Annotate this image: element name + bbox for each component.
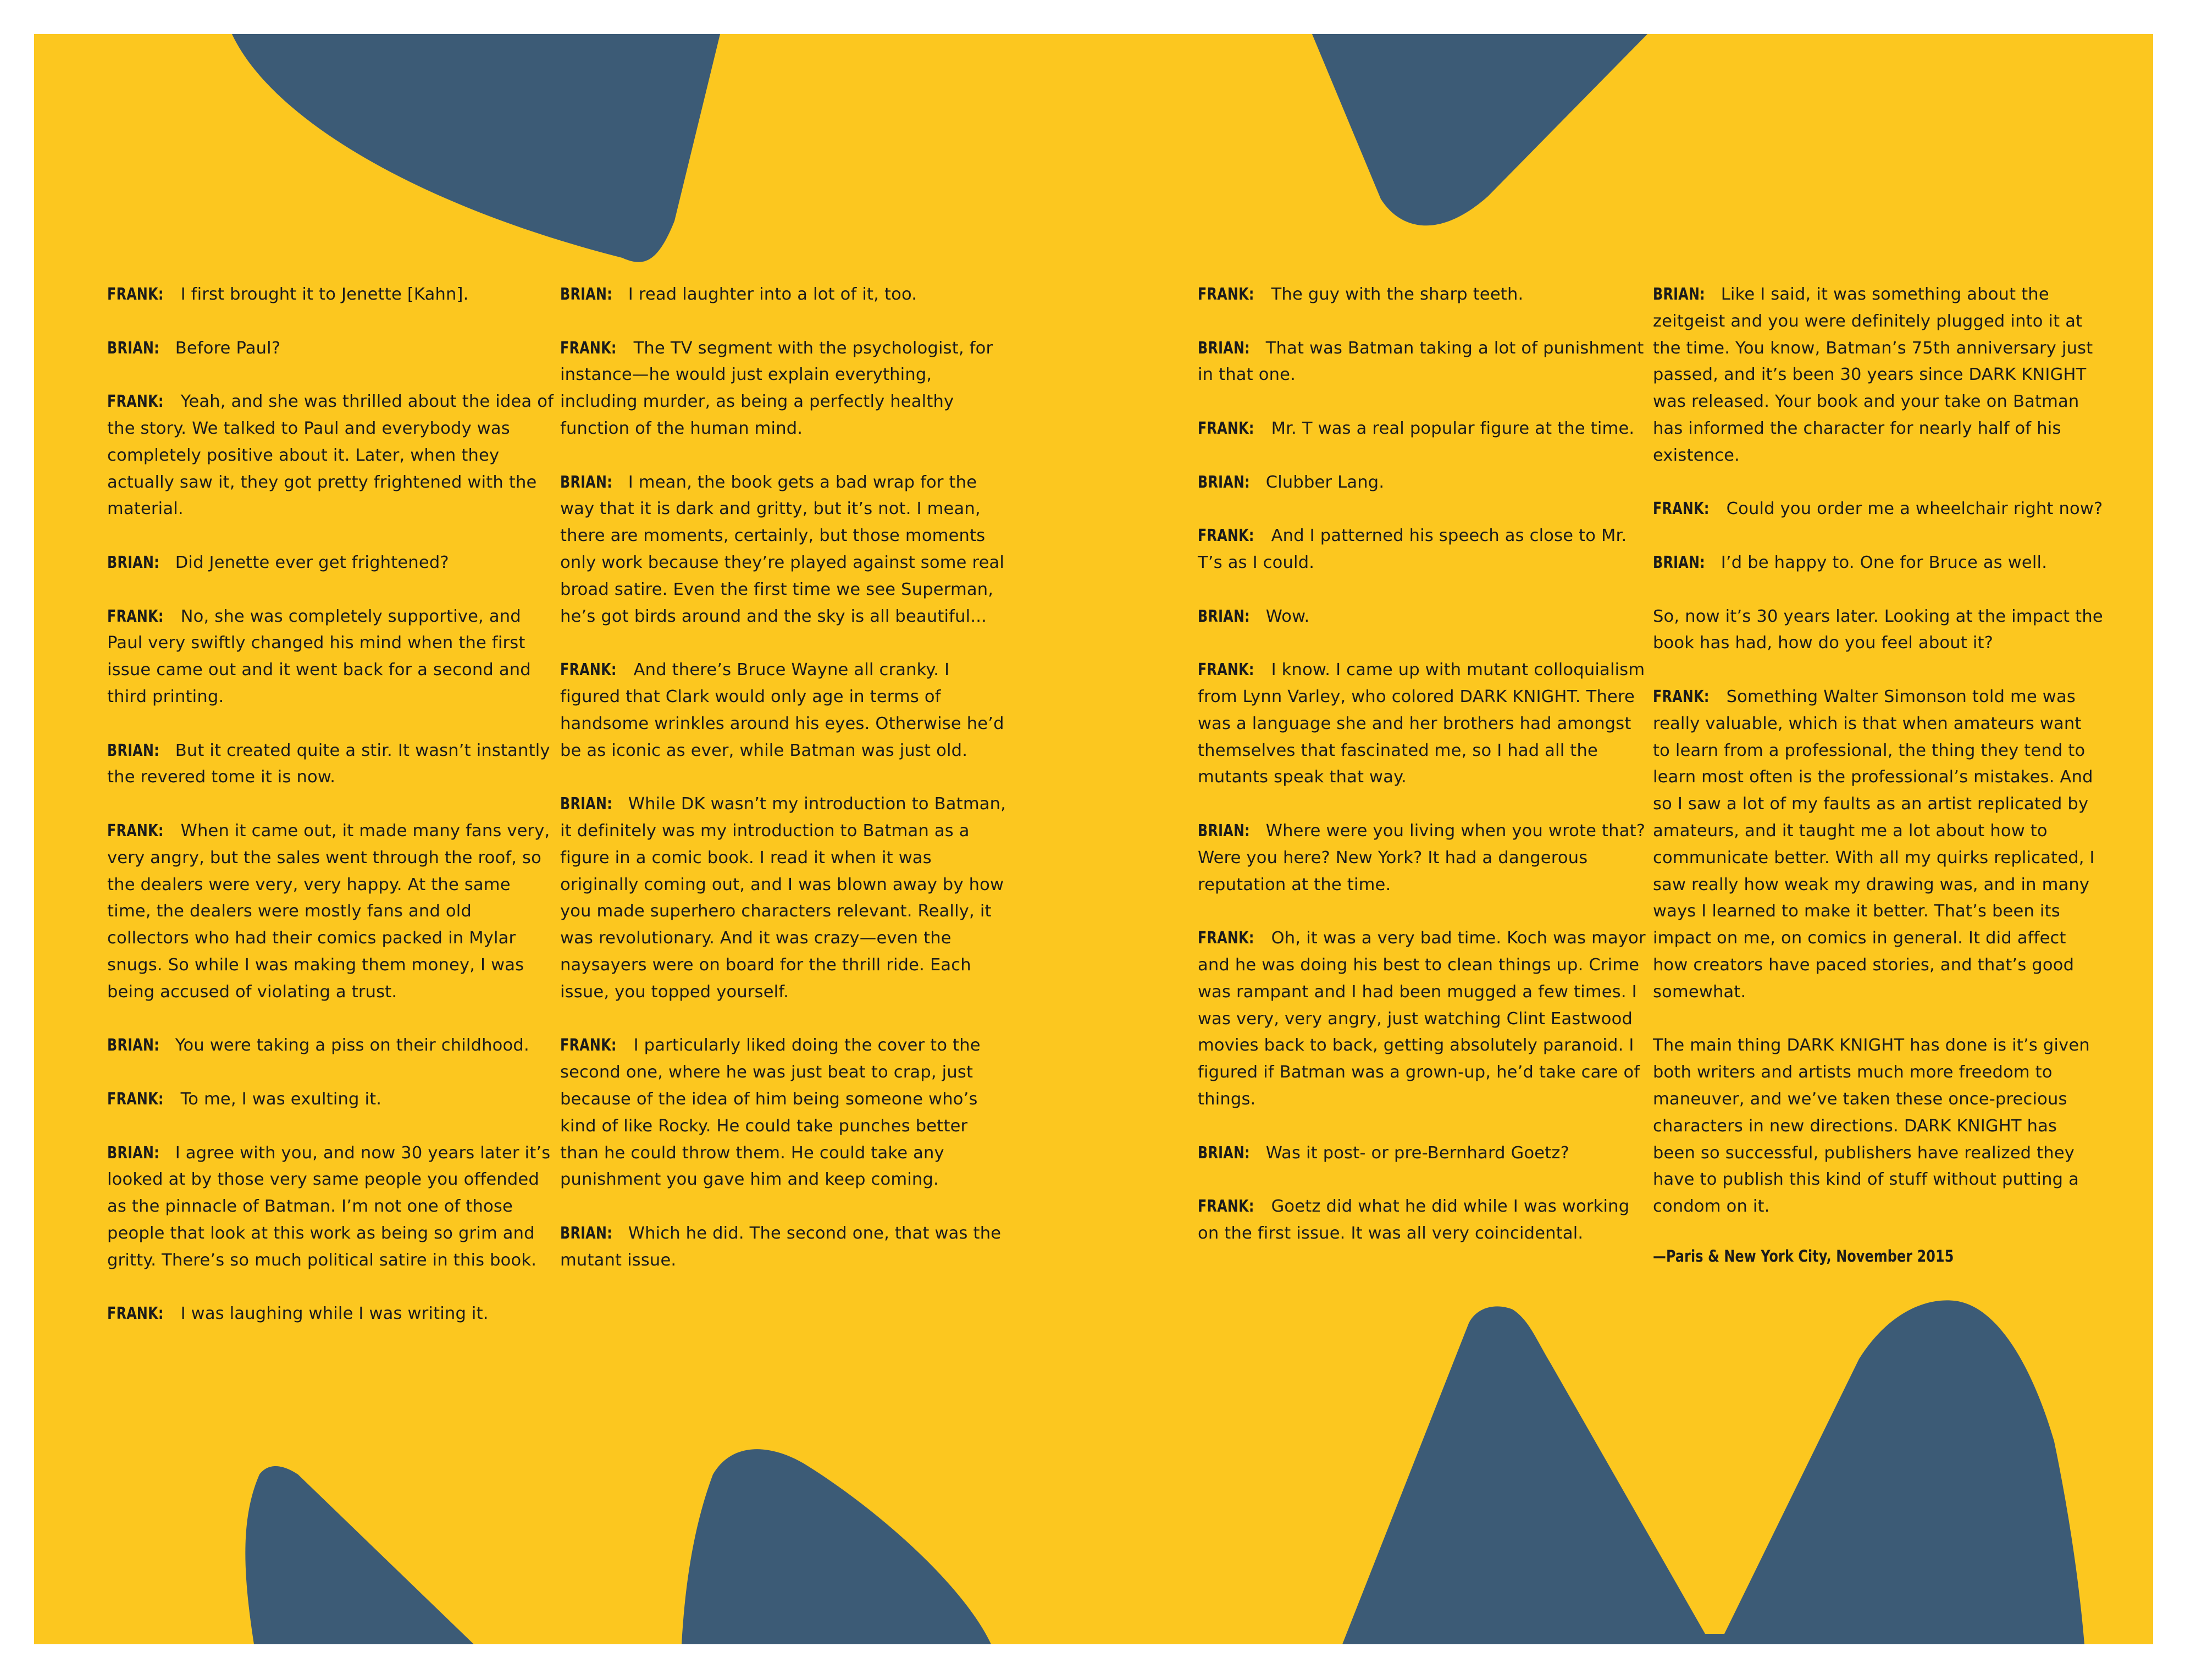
dialogue-paragraph [107,604,558,711]
dialogue-paragraph [107,389,558,523]
dialogue-paragraph [1198,657,1649,791]
dialogue-text: The TV segment with the psychologist, for instance—he would just explain everything, including murder, as being a perfectly healthy function of the human mind. [560,338,993,438]
dialogue-text: I know. I came up with mutant colloquialism from Lynn Varley, who colored DARK KNIGHT. There was a language she and her brothers had amongst themselves that fascinated me, so I had all the mutants speak that way. [1198,660,1645,787]
dialogue-paragraph [1653,1032,2104,1220]
speaker-label: BRIAN: [560,472,613,492]
speaker-label: BRIAN: [107,740,160,760]
dialogue-text: Did Jenette ever get frightened? [175,552,449,572]
speaker-label: FRANK: [1198,526,1254,546]
dialogue-text: I’d be happy to. One for Bruce as well. [1721,552,2048,572]
dialogue-text: Mr. T was a real popular figure at the time. [1271,418,1635,438]
dialogue-text: To me, I was exulting it. [180,1089,382,1109]
dialogue-paragraph [1198,335,1649,389]
speaker-label: BRIAN: [107,1143,160,1163]
dialogue-paragraph [107,550,558,577]
dialogue-text: Oh, it was a very bad time. Koch was mayor and he was doing his best to clean things up. Crime was rampant and I had been mugged a few times. I was very, very angry, just watching Clint Eastwood movies back to back, getting absolutely paranoid. I figured if Batman was a grown-up, he’d take care of things. [1198,929,1646,1109]
dialogue-text: Could you order me a wheelchair right now? [1726,499,2103,519]
dialogue-text: You were taking a piss on their childhood. [175,1036,529,1055]
speaker-label: FRANK: [107,821,164,841]
speaker-label: FRANK: [107,1089,164,1109]
dialogue-text: And there’s Bruce Wayne all cranky. I figured that Clark would only age in terms of handsome wrinkles around his eyes. Otherwise he’d be as iconic as ever, while Batman was just old. [560,660,1004,760]
speaker-label: BRIAN: [1198,472,1251,492]
text-column-4 [1653,281,2104,1270]
dialogue-text: The guy with the sharp teeth. [1271,285,1524,304]
dialogue-text: Where were you living when you wrote that? Were you here? New York? It had a dangerous reputation at the time. [1198,821,1646,894]
dialogue-text: While DK wasn’t my introduction to Batman, it definitely was my introduction to Batman as a figure in a comic book. I read it when it was originally coming out, and I was blown away by how you made superhero characters relevant. Really, it was revolutionary. And it was crazy—even the naysayers were on board for the thrill ride. Each issue, you topped yourself. [560,794,1006,1002]
speaker-label: FRANK: [107,285,164,304]
speaker-label: BRIAN: [107,338,160,358]
speaker-label: FRANK: [1198,929,1254,948]
text-column-2 [560,281,1011,1274]
speaker-label: BRIAN: [1653,552,1706,572]
speaker-label: BRIAN: [107,1036,160,1055]
dialogue-paragraph [1198,925,1649,1113]
dialogue-text: Before Paul? [175,338,281,358]
dialogue-text: Which he did. The second one, that was the mutant issue. [560,1223,1002,1270]
speaker-label: BRIAN: [1653,285,1706,304]
dialogue-paragraph [107,335,558,362]
speaker-label: FRANK: [560,1036,617,1055]
speaker-label: FRANK: [560,660,617,680]
dialogue-text: Like I said, it was something about the zeitgeist and you were definitely plugged into it at the time. You know, Batman’s 75th anniversary just passed, and it’s been 30 years since DARK KNIGHT was released. Your book and your take on Batman has informed the character for nearly half of his existence. [1653,285,2093,465]
dialogue-paragraph [107,1140,558,1274]
dialogue-paragraph [560,469,1011,631]
dialogue-text: The main thing DARK KNIGHT has done is it’s given both writers and artists much more freedom to maneuver, and we’ve taken these once-precious characters in new directions. DARK KNIGHT has been so successful, publishers have realized they have to publish this kind of stuff without putting a condom on it. [1653,1036,2090,1217]
dialogue-paragraph [1653,604,2104,657]
speaker-label: FRANK: [107,1304,164,1324]
speaker-label: FRANK: [1198,660,1254,680]
dialogue-text: Something Walter Simonson told me was really valuable, which is that when amateurs want to learn from a professional, the thing they tend to learn most often is the professional’s mistakes. And so I saw a lot of my faults as an artist replicated by amateurs, and it taught me a lot about how to communicate better. With all my quirks replicated, I saw really how weak my drawing was, and in many ways I learned to make it better. That’s been its impact on me, on comics in general. It did affect how creators have paced stories, and that’s good somewhat. [1653,687,2095,1002]
dialogue-text: So, now it’s 30 years later. Looking at the impact the book has had, how do you feel about it? [1653,606,2103,653]
dialogue-paragraph [560,1220,1011,1274]
speaker-label: FRANK: [1653,499,1710,519]
dialogue-paragraph [1653,550,2104,577]
text-column-1 [107,281,558,1328]
dialogue-paragraph [107,1086,558,1113]
dialogue-paragraph [1198,416,1649,443]
dialogue-paragraph [1198,469,1649,496]
dialogue-text: Goetz did what he did while I was working on the first issue. It was all very coincidental. [1198,1197,1630,1243]
dialogue-paragraph [1198,281,1649,308]
dialogue-paragraph [1198,818,1649,898]
dialogue-text: I was laughing while I was writing it. [180,1304,489,1324]
dialogue-paragraph [1653,281,2104,469]
dialogue-paragraph [560,335,1011,443]
dialogue-paragraph [1198,523,1649,577]
speaker-label: BRIAN: [560,794,613,814]
dialogue-text: And I patterned his speech as close to Mr. T’s as I could. [1198,526,1627,572]
dialogue-paragraph [1653,496,2104,523]
speaker-label: FRANK: [107,392,164,412]
dialogue-text: Wow. [1265,606,1310,626]
dialogue-paragraph [107,1032,558,1059]
dialogue-paragraph [1198,604,1649,631]
dialogue-paragraph [1198,1193,1649,1247]
dialogue-paragraph [1198,1140,1649,1167]
dialogue-text: I agree with you, and now 30 years later it’s looked at by those very same people you offended as the pinnacle of Batman. I’m not one of those people that look at this work as being so grim and gritty. There’s so much political satire in this book. [107,1143,551,1270]
dialogue-text: No, she was completely supportive, and Paul very swiftly changed his mind when the first issue came out and it went back for a second and third printing. [107,606,531,706]
dialogue-text: Clubber Lang. [1265,472,1385,492]
signature-text: —Paris & New York City, November 2015 [1653,1246,1954,1265]
speaker-label: BRIAN: [560,285,613,304]
speaker-label: FRANK: [560,338,617,358]
dialogue-text: But it created quite a stir. It wasn’t instantly the revered tome it is now. [107,740,550,787]
signature-line [1653,1243,2104,1270]
dialogue-text: When it came out, it made many fans very, very angry, but the sales went through the roof, so the dealers were very, very happy. At the same time, the dealers were mostly fans and old collectors who had their comics packed in Mylar snugs. So while I was making them money, I was being accused of violating a trust. [107,821,550,1002]
dialogue-paragraph [560,1032,1011,1193]
dialogue-text: I mean, the book gets a bad wrap for the way that it is dark and gritty, but it’s not. I mean, there are moments, certainly, but those moments only work because they’re played against some real broad satire. Even the first time we see Superman, he’s got birds around and the sky is all beautiful... [560,472,1005,626]
speaker-label: FRANK: [1198,285,1254,304]
dialogue-paragraph [107,1301,558,1328]
dialogue-paragraph [107,738,558,792]
dialogue-text: I particularly liked doing the cover to the second one, where he was just beat to crap, just because of the idea of him being someone who’s kind of like Rocky. He could take punches better than he could throw them. He could take any punishment you gave him and keep coming. [560,1036,981,1190]
speaker-label: BRIAN: [107,552,160,572]
speaker-label: BRIAN: [1198,338,1251,358]
speaker-label: BRIAN: [1198,606,1251,626]
dialogue-paragraph [560,657,1011,764]
text-column-3 [1198,281,1649,1247]
dialogue-text: That was Batman taking a lot of punishment in that one. [1198,338,1644,385]
dialogue-paragraph [560,281,1011,308]
dialogue-paragraph [107,281,558,308]
dialogue-text: Was it post- or pre-Bernhard Goetz? [1265,1143,1570,1163]
dialogue-text: I first brought it to Jenette [Kahn]. [180,285,469,304]
dialogue-paragraph [1653,684,2104,1006]
dialogue-text: I read laughter into a lot of it, too. [628,285,917,304]
dialogue-paragraph [560,791,1011,1005]
speaker-label: FRANK: [1198,1197,1254,1217]
speaker-label: FRANK: [1653,687,1710,706]
magazine-spread [34,34,2153,1644]
dialogue-text: Yeah, and she was thrilled about the idea of the story. We talked to Paul and everybody was completely positive about it. Later, when they actually saw it, they got pretty frightened with the material. [107,392,554,519]
speaker-label: BRIAN: [1198,821,1251,841]
speaker-label: BRIAN: [1198,1143,1251,1163]
speaker-label: FRANK: [107,606,164,626]
speaker-label: BRIAN: [560,1223,613,1243]
dialogue-paragraph [107,818,558,1006]
speaker-label: FRANK: [1198,418,1254,438]
